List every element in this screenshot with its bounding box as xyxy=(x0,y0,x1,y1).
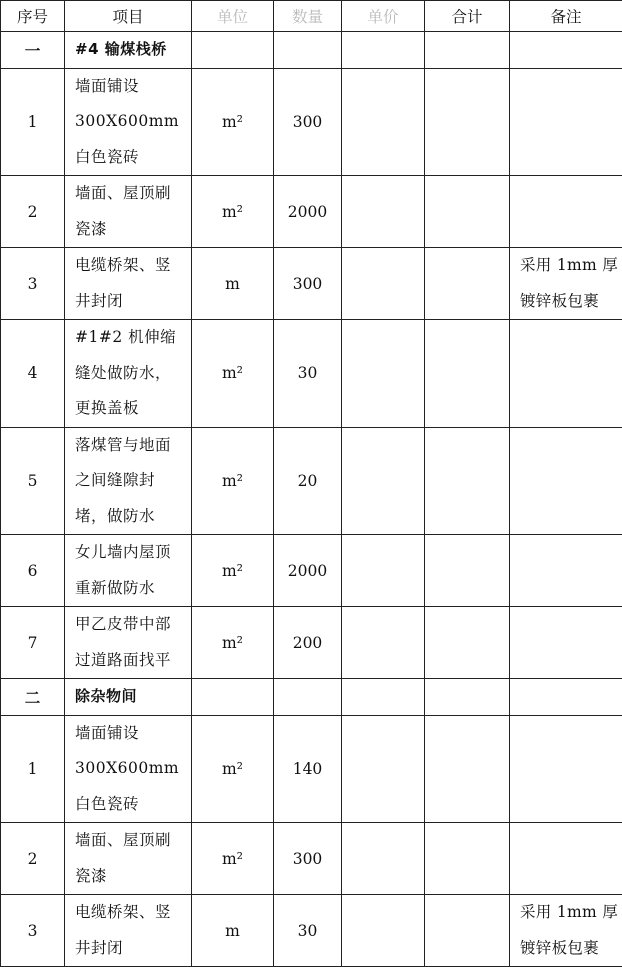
row-unit: m xyxy=(192,895,274,967)
table-body xyxy=(1,32,622,967)
row-number: 4 xyxy=(1,320,65,428)
row-note: 采用 1mm 厚镀锌板包裹 xyxy=(510,248,622,320)
row-note xyxy=(510,68,622,176)
table-row xyxy=(1,535,622,607)
row-quantity: 20 xyxy=(274,427,342,535)
empty-cell xyxy=(425,679,510,716)
header-cell-qty: 数量 xyxy=(274,1,342,32)
section-number: 二 xyxy=(1,679,65,716)
row-unit-price xyxy=(342,176,425,248)
row-number: 6 xyxy=(1,535,65,607)
section-title: #4 输煤栈桥 xyxy=(65,32,192,69)
table-row xyxy=(1,248,622,320)
table-row xyxy=(1,427,622,535)
row-quantity: 200 xyxy=(274,607,342,679)
table-row xyxy=(1,320,622,428)
row-unit: m² xyxy=(192,715,274,823)
header-cell-item: 项目 xyxy=(65,1,192,32)
row-item: 墙面铺设300X600mm白色瓷砖 xyxy=(65,715,192,823)
empty-cell xyxy=(342,679,425,716)
row-total xyxy=(425,535,510,607)
row-unit: m xyxy=(192,248,274,320)
row-total xyxy=(425,320,510,428)
header-cell-price: 单价 xyxy=(342,1,425,32)
row-unit-price xyxy=(342,427,425,535)
header-cell-note: 备注 xyxy=(510,1,622,32)
row-total xyxy=(425,427,510,535)
row-item: 墙面、屋顶刷瓷漆 xyxy=(65,176,192,248)
section-number: 一 xyxy=(1,32,65,69)
row-unit-price xyxy=(342,607,425,679)
row-item: 落煤管与地面之间缝隙封堵，做防水 xyxy=(65,427,192,535)
empty-cell xyxy=(274,32,342,69)
empty-cell xyxy=(192,679,274,716)
row-number: 5 xyxy=(1,427,65,535)
row-number: 7 xyxy=(1,607,65,679)
row-quantity: 2000 xyxy=(274,535,342,607)
row-quantity: 2000 xyxy=(274,176,342,248)
row-item: 电缆桥架、竖井封闭 xyxy=(65,895,192,967)
row-unit-price xyxy=(342,320,425,428)
row-number: 2 xyxy=(1,176,65,248)
row-number: 3 xyxy=(1,248,65,320)
section-row xyxy=(1,32,622,69)
row-unit: m² xyxy=(192,68,274,176)
table-row xyxy=(1,895,622,967)
row-number: 1 xyxy=(1,715,65,823)
row-item: 女儿墙内屋顶重新做防水 xyxy=(65,535,192,607)
row-total xyxy=(425,823,510,895)
row-total xyxy=(425,248,510,320)
table-row xyxy=(1,715,622,823)
header-cell-unit: 单位 xyxy=(192,1,274,32)
row-unit-price xyxy=(342,895,425,967)
row-total xyxy=(425,607,510,679)
row-unit-price xyxy=(342,248,425,320)
row-quantity: 300 xyxy=(274,68,342,176)
row-note: 采用 1mm 厚镀锌板包裹 xyxy=(510,895,622,967)
row-quantity: 300 xyxy=(274,248,342,320)
table-row xyxy=(1,176,622,248)
empty-cell xyxy=(192,32,274,69)
table-row xyxy=(1,823,622,895)
row-unit: m² xyxy=(192,176,274,248)
empty-cell xyxy=(425,32,510,69)
row-note xyxy=(510,715,622,823)
row-total xyxy=(425,715,510,823)
row-item: #1#2 机伸缩缝处做防水，更换盖板 xyxy=(65,320,192,428)
row-quantity: 140 xyxy=(274,715,342,823)
table-row xyxy=(1,607,622,679)
row-quantity: 300 xyxy=(274,823,342,895)
section-title: 除杂物间 xyxy=(65,679,192,716)
row-unit: m² xyxy=(192,535,274,607)
row-unit-price xyxy=(342,68,425,176)
row-note xyxy=(510,427,622,535)
section-row xyxy=(1,679,622,716)
row-number: 1 xyxy=(1,68,65,176)
row-number: 3 xyxy=(1,895,65,967)
header-cell-total: 合计 xyxy=(425,1,510,32)
row-unit-price xyxy=(342,823,425,895)
row-unit: m² xyxy=(192,823,274,895)
row-note xyxy=(510,535,622,607)
row-total xyxy=(425,176,510,248)
row-unit: m² xyxy=(192,427,274,535)
row-item: 墙面、屋顶刷瓷漆 xyxy=(65,823,192,895)
empty-cell xyxy=(510,679,622,716)
header-cell-no: 序号 xyxy=(1,1,65,32)
empty-cell xyxy=(274,679,342,716)
row-unit: m² xyxy=(192,320,274,428)
table-row xyxy=(1,68,622,176)
row-item: 甲乙皮带中部过道路面找平 xyxy=(65,607,192,679)
empty-cell xyxy=(510,32,622,69)
row-quantity: 30 xyxy=(274,895,342,967)
row-item: 墙面铺设300X600mm白色瓷砖 xyxy=(65,68,192,176)
row-note xyxy=(510,176,622,248)
row-total xyxy=(425,895,510,967)
row-quantity: 30 xyxy=(274,320,342,428)
row-note xyxy=(510,607,622,679)
empty-cell xyxy=(342,32,425,69)
row-unit: m² xyxy=(192,607,274,679)
row-number: 2 xyxy=(1,823,65,895)
row-item: 电缆桥架、竖井封闭 xyxy=(65,248,192,320)
row-note xyxy=(510,320,622,428)
header-row xyxy=(1,1,622,32)
row-unit-price xyxy=(342,715,425,823)
row-unit-price xyxy=(342,535,425,607)
row-note xyxy=(510,823,622,895)
row-total xyxy=(425,68,510,176)
